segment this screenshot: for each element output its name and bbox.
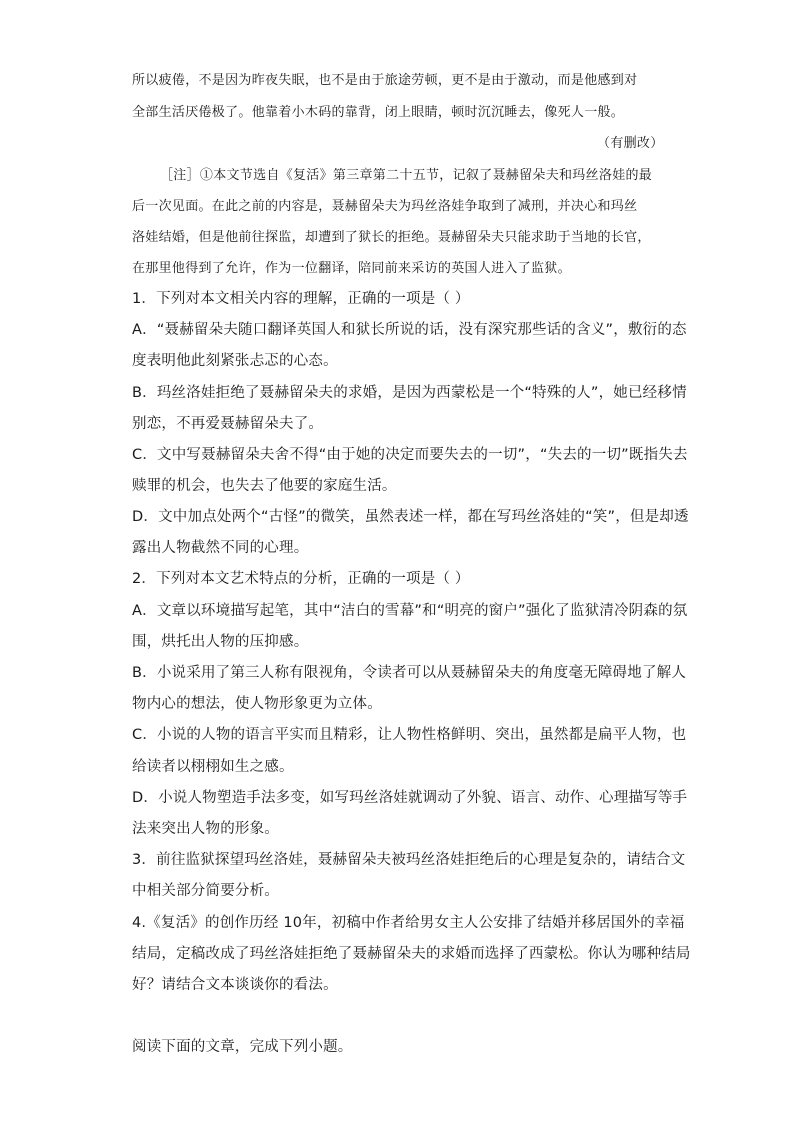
question-stem: 3．前往监狱探望玛丝洛娃，聂赫留朵夫被玛丝洛娃拒绝后的心理是复杂的，请结合文 [132, 852, 686, 868]
option-b-cont: 别恋，不再爱聂赫留朵夫了。 [132, 416, 324, 432]
option-a-cont: 度表明他此刻紧张忐忑的心态。 [132, 353, 338, 369]
option-a: A．文章以环境描写起笔，其中“洁白的雪幕”和“明亮的窗户”强化了监狱清冷阴森的氛 [132, 603, 688, 619]
note-line: 在那里他得到了允许，作为一位翻译，陪同前来采访的英国人进入了监狱。 [132, 261, 571, 276]
option-c-cont: 给读者以栩栩如生之感。 [132, 759, 294, 775]
option-d-cont: 露出人物截然不同的心理。 [132, 540, 309, 556]
option-a-cont: 围，烘托出人物的压抑感。 [132, 634, 309, 650]
question-stem: 1．下列对本文相关内容的理解，正确的一项是（ ） [132, 291, 470, 307]
note-line: 洛娃结婚，但是他前往探监，却遭到了狱长的拒绝。聂赫留朵夫只能求助于当地的长官， [132, 230, 651, 245]
option-d: D．文中加点处两个“古怪”的微笑，虽然表述一样，都在写玛丝洛娃的“笑”，但是却透 [132, 509, 689, 525]
reading-instruction: 阅读下面的文章，完成下列小题。 [132, 1039, 353, 1055]
passage-line: 全部生活厌倦极了。他靠着小木码的靠背，闭上眼睛，顿时沉沉睡去，像死人一般。 [132, 105, 625, 120]
note-line: ［注］①本文节选自《复活》第三章第二十五节，记叙了聂赫留朵夫和玛丝洛娃的最 [160, 168, 653, 183]
option-d: D．小说人物塑造手法多变，如写玛丝洛娃就调动了外貌、语言、动作、心理描写等手 [132, 790, 688, 806]
option-c-cont: 赎罪的机会，也失去了他要的家庭生活。 [132, 478, 397, 494]
passage-line: 所以疲倦，不是因为昨夜失眠，也不是由于旅途劳顿，更不是由于激动，而是他感到对 [132, 73, 638, 88]
option-a: A．“聂赫留朵夫随口翻译英国人和狱长所说的话，没有深究那些话的含义”，敷衍的态 [132, 322, 687, 338]
source-note: （有删改） [597, 136, 664, 151]
question-stem: 4.《复活》的创作历经 10年，初稿中作者给男女主人公安排了结婚并移居国外的幸福 [132, 915, 685, 931]
option-d-cont: 法来突出人物的形象。 [132, 821, 279, 837]
option-c: C．小说的人物的语言平实而且精彩，让人物性格鲜明、突出，虽然都是扁平人物，也 [132, 727, 687, 743]
question-stem: 2．下列对本文艺术特点的分析，正确的一项是（ ） [132, 571, 470, 587]
option-b: B．玛丝洛娃拒绝了聂赫留朵夫的求婚，是因为西蒙松是一个“特殊的人”，她已经移情 [132, 385, 687, 401]
option-c: C．文中写聂赫留朵夫舍不得“由于她的决定而要失去的一切”，“失去的一切”既指失去 [132, 447, 688, 463]
note-line: 后一次见面。在此之前的内容是，聂赫留朵夫为玛丝洛娃争取到了减刑，并决心和玛丝 [132, 199, 638, 214]
question-stem-cont: 中相关部分简要分析。 [132, 883, 279, 899]
question-stem-cont: 好？请结合文本谈谈你的看法。 [132, 977, 338, 993]
option-b: B．小说采用了第三人称有限视角，令读者可以从聂赫留朵夫的角度毫无障碍地了解人 [132, 665, 687, 681]
question-stem-cont: 结局，定稿改成了玛丝洛娃拒绝了聂赫留朵夫的求婚而选择了西蒙松。你认为哪种结局 [132, 946, 691, 962]
option-b-cont: 物内心的想法，使人物形象更为立体。 [132, 696, 382, 712]
